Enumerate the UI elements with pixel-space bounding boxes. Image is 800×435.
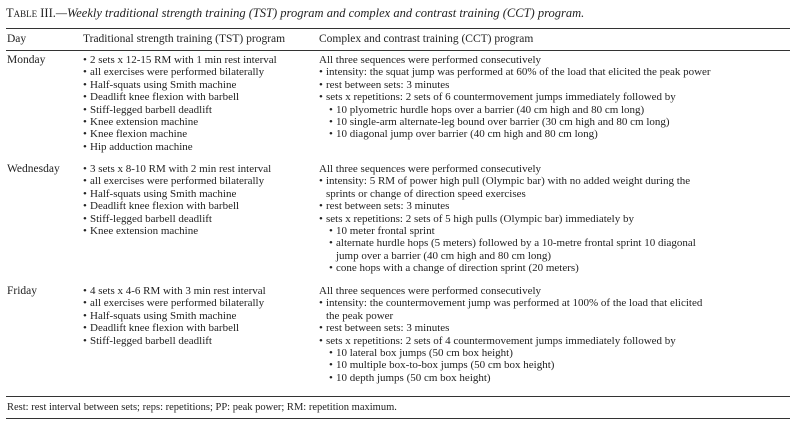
day-friday: Friday: [7, 285, 38, 297]
list-item: • 3 sets x 8-10 RM with 2 min rest interval: [83, 163, 271, 175]
list-item: • Stiff-legged barbell deadlift: [83, 213, 271, 225]
list-item: • Half-squats using Smith machine: [83, 79, 277, 91]
list-item: • 10 meter frontal sprint: [319, 225, 696, 237]
list-item: • 10 plyometric hurdle hops over a barrier (40 cm high and 80 cm long): [319, 104, 711, 116]
bottom-rule: [6, 396, 790, 397]
day-monday: Monday: [7, 54, 46, 66]
day-wednesday: Wednesday: [7, 163, 60, 175]
footnote-rule: [6, 418, 790, 419]
list-item: jump over a barrier (40 cm high and 80 cm long): [336, 249, 552, 262]
list-item: • Half-squats using Smith machine: [83, 310, 266, 322]
friday-cct-list: [319, 285, 702, 384]
list-item: All three sequences were performed consecutively: [319, 54, 542, 66]
list-item: • sets x repetitions: 2 sets of 6 countermovement jumps immediately followed by: [319, 91, 711, 103]
list-item: • 10 single-arm alternate-leg bound over barrier (30 cm high and 80 cm long): [319, 116, 711, 128]
friday-tst-list: [83, 285, 266, 347]
list-item: • all exercises were performed bilaterally: [83, 175, 271, 187]
list-item: • 10 diagonal jump over barrier (40 cm high and 80 cm long): [319, 128, 711, 140]
table-footnote: Rest: rest interval between sets; reps: repetitions; PP: peak power; RM: repetition maximum.: [7, 402, 397, 413]
list-item: All three sequences were performed consecutively: [319, 163, 542, 175]
header-day: Day: [7, 33, 27, 45]
wednesday-tst-list: [83, 163, 271, 237]
list-item: • rest between sets: 3 minutes: [319, 79, 711, 91]
list-item: • intensity: 5 RM of power high pull (Olympic bar) with no added weight during the: [319, 175, 696, 187]
table-label: Table III.: [6, 6, 56, 20]
list-item: • all exercises were performed bilaterally: [83, 297, 266, 309]
list-item: • 4 sets x 4-6 RM with 3 min rest interval: [83, 285, 266, 297]
table-caption: [6, 6, 584, 21]
wednesday-cct-list: [319, 163, 696, 275]
header-tst: Traditional strength training (TST) program: [83, 33, 286, 45]
list-item: • Stiff-legged barbell deadlift: [83, 335, 266, 347]
list-item: • Stiff-legged barbell deadlift: [83, 104, 277, 116]
list-item: • Deadlift knee flexion with barbell: [83, 200, 271, 212]
list-item: • rest between sets: 3 minutes: [319, 322, 702, 334]
header-rule: [6, 50, 790, 51]
top-rule: [6, 28, 790, 29]
list-item: • sets x repetitions: 2 sets of 5 high pulls (Olympic bar) immediately by: [319, 213, 696, 225]
list-item: • Hip adduction machine: [83, 141, 277, 153]
list-item: • intensity: the squat jump was performed at 60% of the load that elicited the peak power: [319, 66, 711, 78]
list-item: • all exercises were performed bilaterally: [83, 66, 277, 78]
monday-cct-list: [319, 54, 711, 141]
list-item: • cone hops with a change of direction sprint (20 meters): [319, 262, 696, 274]
list-item: • Deadlift knee flexion with barbell: [83, 322, 266, 334]
list-item: • 10 depth jumps (50 cm box height): [319, 372, 702, 384]
list-item: • Knee extension machine: [83, 225, 271, 237]
monday-tst-list: [83, 54, 277, 153]
list-item: • alternate hurdle hops (5 meters) followed by a 10-metre frontal sprint 10 diagonal: [319, 237, 696, 249]
header-cct: Complex and contrast training (CCT) program: [319, 33, 534, 45]
list-item: • sets x repetitions: 2 sets of 4 countermovement jumps immediately followed by: [319, 335, 702, 347]
list-item: • 10 multiple box-to-box jumps (50 cm box height): [319, 359, 702, 371]
list-item: • Knee extension machine: [83, 116, 277, 128]
list-item: • 10 lateral box jumps (50 cm box height): [319, 347, 702, 359]
list-item: • intensity: the countermovement jump was performed at 100% of the load that elicited: [319, 297, 702, 309]
list-item: All three sequences were performed consecutively: [319, 285, 542, 297]
list-item: • rest between sets: 3 minutes: [319, 200, 696, 212]
list-item: the peak power: [326, 309, 394, 322]
list-item: • Deadlift knee flexion with barbell: [83, 91, 277, 103]
table-title: —Weekly traditional strength training (TST) program and complex and contrast training (CCT) program.: [55, 6, 585, 20]
list-item: sprints or change of direction speed exercises: [326, 187, 526, 200]
list-item: • 2 sets x 12-15 RM with 1 min rest interval: [83, 54, 277, 66]
list-item: • Knee flexion machine: [83, 128, 277, 140]
list-item: • Half-squats using Smith machine: [83, 188, 271, 200]
